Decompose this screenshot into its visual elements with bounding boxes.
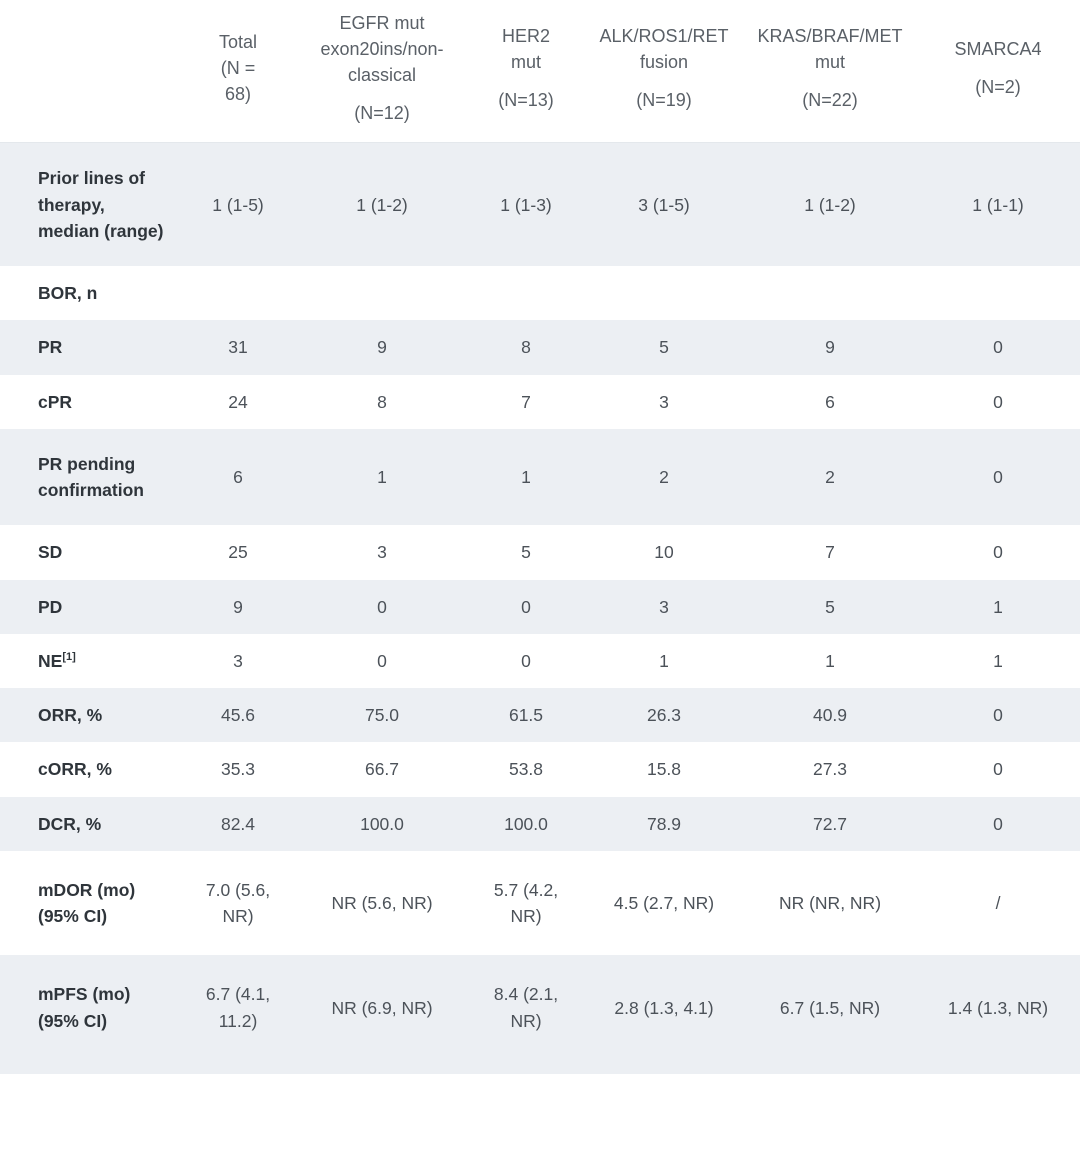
- table-cell: 1: [468, 429, 584, 526]
- table-row: [0, 851, 1080, 956]
- table-cell: 1.4 (1.3, NR): [916, 955, 1080, 1060]
- table-cell: 3: [584, 580, 744, 634]
- table-bottom-filler: [0, 1060, 1080, 1074]
- column-header-line: [476, 75, 576, 87]
- table-cell: 3: [180, 634, 296, 688]
- column-header-kras: [744, 0, 916, 143]
- table-cell: 100.0: [296, 797, 468, 851]
- column-header-line: fusion: [639, 52, 689, 73]
- table-cell: 9: [180, 580, 296, 634]
- table-cell: 66.7: [296, 742, 468, 796]
- row-label: DCR, %: [0, 797, 180, 851]
- column-header-line: (N =: [220, 58, 256, 79]
- table-cell: 27.3: [744, 742, 916, 796]
- table-cell: 45.6: [180, 688, 296, 742]
- column-header-line: EGFR mut: [339, 13, 425, 33]
- column-header-line: 68): [224, 84, 251, 105]
- table-row: [0, 143, 1080, 266]
- table-cell: 1 (1-2): [296, 143, 468, 266]
- column-header-line: [304, 88, 460, 100]
- column-header-line: (N=12): [354, 103, 410, 124]
- table-cell: 7: [744, 525, 916, 579]
- table-row: [0, 955, 1080, 1060]
- table-cell: [744, 266, 916, 320]
- table-cell: 15.8: [584, 742, 744, 796]
- table-cell: [180, 266, 296, 320]
- table-cell: 0: [916, 525, 1080, 579]
- table-cell: 35.3: [180, 742, 296, 796]
- table-cell: 0: [468, 580, 584, 634]
- table-row: [0, 634, 1080, 688]
- table-cell: /: [916, 851, 1080, 956]
- table-cell: 8: [468, 320, 584, 374]
- column-header-line: classical: [347, 65, 417, 86]
- table-row: [0, 429, 1080, 526]
- table-cell: 7.0 (5.6, NR): [180, 851, 296, 956]
- table-cell: 6.7 (4.1, 11.2): [180, 955, 296, 1060]
- column-header-line: KRAS/BRAF/MET: [757, 26, 903, 47]
- table-cell: 8.4 (2.1, NR): [468, 955, 584, 1060]
- table-cell: 1: [296, 429, 468, 526]
- table-cell: 5.7 (4.2, NR): [468, 851, 584, 956]
- table-cell: 0: [296, 634, 468, 688]
- table-cell: 1 (1-1): [916, 143, 1080, 266]
- table-cell: 31: [180, 320, 296, 374]
- table-row: [0, 688, 1080, 742]
- table-cell: 40.9: [744, 688, 916, 742]
- column-header-smarca4: [916, 0, 1080, 143]
- column-header-line: SMARCA4: [954, 39, 1042, 60]
- column-header-line: ALK/ROS1/RET: [599, 26, 729, 47]
- table-cell: [916, 266, 1080, 320]
- table-cell: 82.4: [180, 797, 296, 851]
- row-label: BOR, n: [0, 266, 180, 320]
- table-row: [0, 525, 1080, 579]
- column-header-line: HER2: [501, 26, 550, 47]
- table-cell: 0: [916, 320, 1080, 374]
- table-cell: 6: [744, 375, 916, 429]
- table-cell: NR (6.9, NR): [296, 955, 468, 1060]
- table-row: [0, 375, 1080, 429]
- column-header-line: [592, 75, 736, 87]
- column-header-line: (N=2): [975, 77, 1021, 98]
- table-cell: 1 (1-5): [180, 143, 296, 266]
- row-label: NE[1]: [0, 634, 180, 688]
- table-cell: 5: [744, 580, 916, 634]
- table-cell: 5: [584, 320, 744, 374]
- footnote-marker: [1]: [62, 651, 76, 664]
- table-cell: 0: [916, 797, 1080, 851]
- table-row: [0, 797, 1080, 851]
- table-cell: [296, 266, 468, 320]
- column-header-line: (N=19): [636, 90, 692, 111]
- row-label: PR: [0, 320, 180, 374]
- table-cell: 10: [584, 525, 744, 579]
- table-body: [0, 143, 1080, 1060]
- row-label: cORR, %: [0, 742, 180, 796]
- column-header-total: [180, 0, 296, 143]
- table-cell: 78.9: [584, 797, 744, 851]
- column-header-line: (N=22): [802, 90, 858, 111]
- table-cell: 3: [296, 525, 468, 579]
- table-cell: 25: [180, 525, 296, 579]
- table-header: [0, 0, 1080, 143]
- table-cell: 61.5: [468, 688, 584, 742]
- column-header-line: [924, 62, 1072, 74]
- header-row: [0, 0, 1080, 143]
- column-header-line: [752, 75, 908, 87]
- row-label: PR pending confirmation: [0, 429, 180, 526]
- table-cell: 2: [584, 429, 744, 526]
- table-cell: 0: [468, 634, 584, 688]
- table-cell: 3: [584, 375, 744, 429]
- table-cell: NR (NR, NR): [744, 851, 916, 956]
- column-header-her2: [468, 0, 584, 143]
- column-header-blank: [0, 0, 180, 143]
- row-label: mDOR (mo) (95% CI): [0, 851, 180, 956]
- table-cell: 1 (1-3): [468, 143, 584, 266]
- table-cell: 0: [916, 742, 1080, 796]
- table-cell: 0: [916, 429, 1080, 526]
- table-row: [0, 580, 1080, 634]
- table-cell: [584, 266, 744, 320]
- column-header-line: mut: [814, 52, 845, 73]
- table-cell: 1: [584, 634, 744, 688]
- row-label: cPR: [0, 375, 180, 429]
- table-cell: 5: [468, 525, 584, 579]
- table-cell: 100.0: [468, 797, 584, 851]
- table-cell: 0: [916, 688, 1080, 742]
- table-cell: 75.0: [296, 688, 468, 742]
- table-cell: 1: [916, 580, 1080, 634]
- table-cell: 8: [296, 375, 468, 429]
- table-cell: 3 (1-5): [584, 143, 744, 266]
- table-cell: 6: [180, 429, 296, 526]
- table-cell: 2: [744, 429, 916, 526]
- table-row: [0, 266, 1080, 320]
- table-row: [0, 320, 1080, 374]
- column-header-line: Total: [218, 32, 258, 53]
- row-label: ORR, %: [0, 688, 180, 742]
- table-cell: 1 (1-2): [744, 143, 916, 266]
- table-row: [0, 742, 1080, 796]
- column-header-line: mut: [510, 52, 541, 73]
- column-header-egfr: [296, 0, 468, 143]
- table-cell: 7: [468, 375, 584, 429]
- column-header-line: exon20ins/non-: [320, 39, 444, 60]
- table-cell: 2.8 (1.3, 4.1): [584, 955, 744, 1060]
- row-label: Prior lines of therapy, median (range): [0, 143, 180, 266]
- column-header-alk: [584, 0, 744, 143]
- table-cell: 0: [916, 375, 1080, 429]
- row-label: PD: [0, 580, 180, 634]
- row-label: SD: [0, 525, 180, 579]
- table-cell: 24: [180, 375, 296, 429]
- table-cell: 1: [916, 634, 1080, 688]
- table-cell: 9: [296, 320, 468, 374]
- table-cell: NR (5.6, NR): [296, 851, 468, 956]
- table-cell: [468, 266, 584, 320]
- table-cell: 0: [296, 580, 468, 634]
- table-cell: 4.5 (2.7, NR): [584, 851, 744, 956]
- table-cell: 72.7: [744, 797, 916, 851]
- table-cell: 53.8: [468, 742, 584, 796]
- table-cell: 26.3: [584, 688, 744, 742]
- table-cell: 9: [744, 320, 916, 374]
- row-label: mPFS (mo) (95% CI): [0, 955, 180, 1060]
- table-cell: 1: [744, 634, 916, 688]
- column-header-line: (N=13): [498, 90, 554, 111]
- table-cell: 6.7 (1.5, NR): [744, 955, 916, 1060]
